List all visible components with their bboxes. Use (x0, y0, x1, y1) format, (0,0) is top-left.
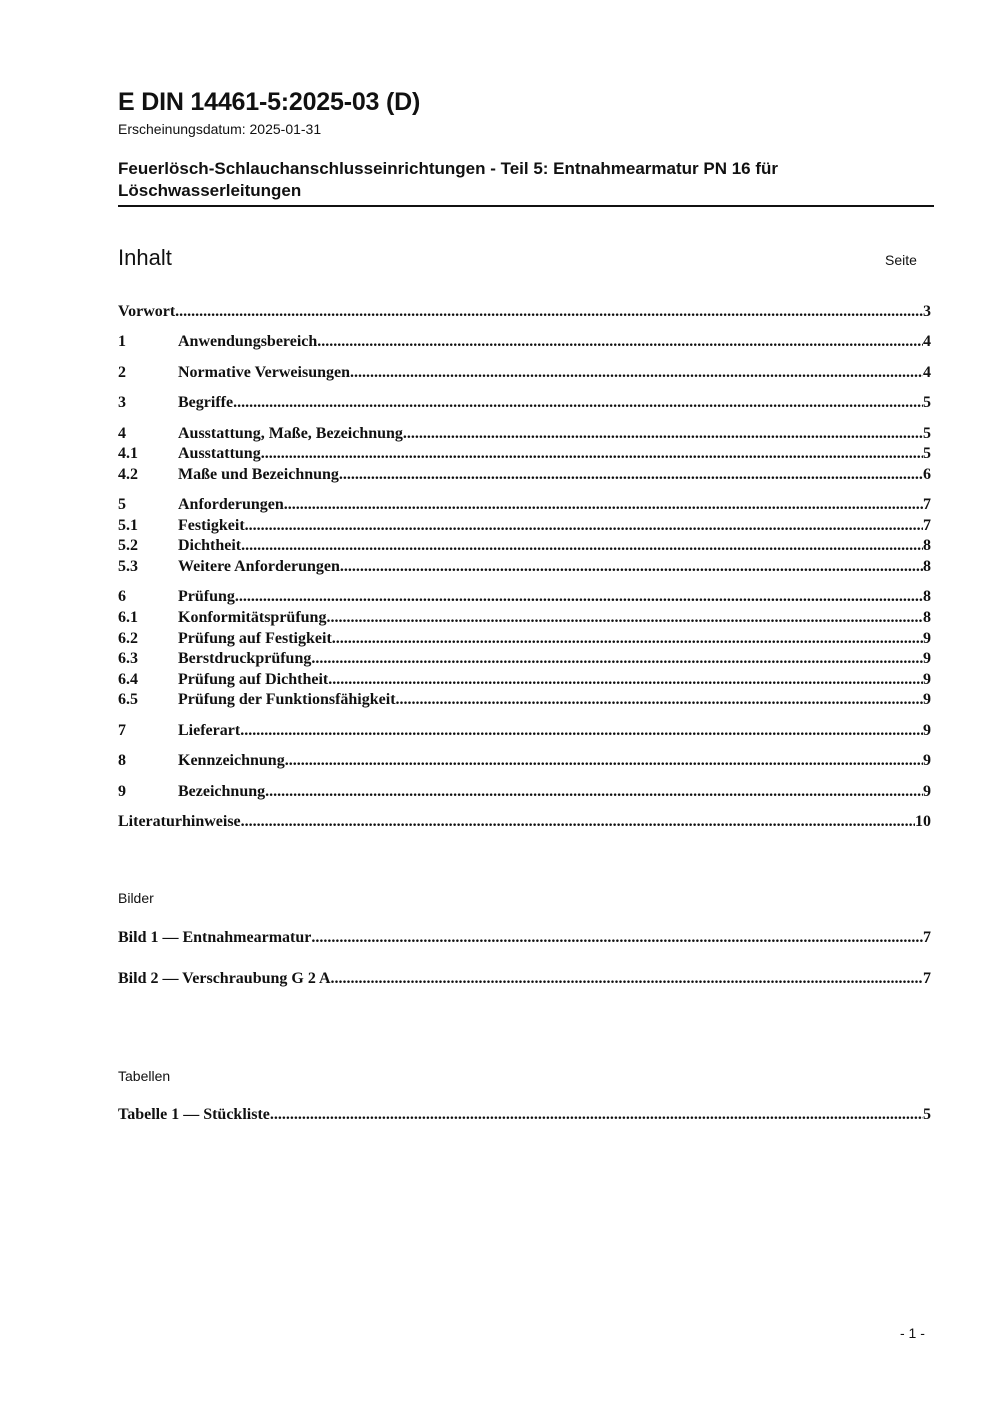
toc-entry-6-2[interactable] (118, 629, 931, 649)
toc-leader (328, 670, 923, 690)
toc-entry-4-1[interactable] (118, 444, 931, 464)
toc-entry-foreword[interactable] (118, 302, 931, 322)
tables-heading: Tabellen (118, 1068, 171, 1084)
toc-number: 6.1 (118, 609, 138, 626)
toc-label: Maße und Bezeichnung (178, 466, 339, 483)
toc-label: Ausstattung (178, 445, 261, 462)
toc-entry-8[interactable] (118, 751, 931, 771)
toc-page: 6 (923, 466, 931, 483)
toc-entry-4[interactable] (118, 424, 931, 444)
toc-page: 5 (923, 445, 931, 462)
toc-page: 4 (923, 333, 931, 350)
toc-label: Berstdruckprüfung (178, 650, 312, 667)
toc-entry-5-1[interactable] (118, 516, 931, 536)
toc-label: Weitere Anforderungen (178, 558, 340, 575)
toc-leader (332, 629, 923, 649)
toc-leader (339, 465, 923, 485)
toc-number: 7 (118, 722, 126, 739)
toc-leader (331, 969, 924, 989)
toc-number: 3 (118, 394, 126, 411)
figure-label: Bild 1 — Entnahmearmatur (118, 929, 312, 946)
document-title: Feuerlösch-Schlauchanschlusseinrichtungen - Teil 5: Entnahmearmatur PN 16 für Löschwasserleitungen (118, 159, 779, 200)
toc-page: 8 (923, 537, 931, 554)
toc-leader (241, 812, 915, 832)
toc-page: 9 (923, 671, 931, 688)
toc-page: 9 (923, 752, 931, 769)
toc-page: 9 (923, 691, 931, 708)
toc-page: 8 (923, 588, 931, 605)
toc-page: 9 (923, 783, 931, 800)
toc-leader (311, 649, 923, 669)
toc-entry-bibliography[interactable] (118, 812, 931, 832)
toc-label: Kennzeichnung (178, 752, 285, 769)
toc-number: 5.1 (118, 517, 138, 534)
toc-number: 2 (118, 364, 126, 381)
toc-label: Prüfung (178, 588, 235, 605)
toc-entry-5[interactable] (118, 495, 931, 515)
toc-leader (245, 516, 923, 536)
toc-entry-6-4[interactable] (118, 670, 931, 690)
toc-number: 5 (118, 496, 126, 513)
toc-entry-2[interactable] (118, 363, 931, 383)
toc-page: 4 (923, 364, 931, 381)
toc-leader (235, 587, 923, 607)
toc-entry-5-3[interactable] (118, 557, 931, 577)
toc-number: 5.3 (118, 558, 138, 575)
toc-number: 6.3 (118, 650, 138, 667)
toc-number: 9 (118, 783, 126, 800)
toc-page: 5 (923, 425, 931, 442)
toc-leader (403, 424, 923, 444)
toc-leader (270, 1105, 923, 1125)
toc-page: 3 (923, 303, 931, 320)
toc-leader (261, 444, 923, 464)
toc-leader (350, 363, 923, 383)
toc-page: 9 (923, 630, 931, 647)
toc-number: 4.1 (118, 445, 138, 462)
toc-number: 6.4 (118, 671, 138, 688)
toc-number: 4 (118, 425, 126, 442)
toc-page: 9 (923, 722, 931, 739)
table-page: 5 (923, 1106, 931, 1123)
toc-page: 5 (923, 394, 931, 411)
toc-leader (326, 608, 923, 628)
toc-entry-5-2[interactable] (118, 536, 931, 556)
toc-entry-4-2[interactable] (118, 465, 931, 485)
toc-number: 1 (118, 333, 126, 350)
toc-label: Dichtheit (178, 537, 242, 554)
table-entry-1[interactable] (118, 1105, 931, 1125)
toc-leader (340, 557, 923, 577)
toc-number: 6 (118, 588, 126, 605)
page-column-label: Seite (885, 252, 917, 268)
toc-label: Prüfung auf Dichtheit (178, 671, 329, 688)
toc-leader (317, 332, 923, 352)
figures-heading: Bilder (118, 890, 154, 906)
toc-page: 8 (923, 609, 931, 626)
toc-leader (285, 751, 923, 771)
toc-label: Festigkeit (178, 517, 245, 534)
toc-page: 9 (923, 650, 931, 667)
toc-entry-1[interactable] (118, 332, 931, 352)
toc-label: Prüfung der Funktionsfähigkeit (178, 691, 396, 708)
page-number: - 1 - (900, 1325, 925, 1341)
toc-entry-7[interactable] (118, 721, 931, 741)
toc-leader (311, 928, 923, 948)
toc-leader (240, 721, 923, 741)
toc-entry-6-3[interactable] (118, 649, 931, 669)
toc-leader (265, 782, 923, 802)
toc-leader (241, 536, 923, 556)
toc-leader (396, 690, 923, 710)
toc-label: Begriffe (178, 394, 234, 411)
contents-heading: Inhalt (118, 245, 172, 270)
toc-number: 6.5 (118, 691, 138, 708)
figure-entry-2[interactable] (118, 969, 931, 989)
toc-label: Vorwort (118, 303, 176, 320)
toc-number: 8 (118, 752, 126, 769)
toc-label: Konformitätsprüfung (178, 609, 327, 626)
toc-label: Literaturhinweise (118, 813, 241, 830)
toc-leader (175, 302, 923, 322)
toc-entry-6[interactable] (118, 587, 931, 607)
toc-label: Anwendungsbereich (178, 333, 318, 350)
figure-page: 7 (923, 929, 931, 946)
toc-page: 8 (923, 558, 931, 575)
toc-leader (284, 495, 923, 515)
toc-label: Normative Verweisungen (178, 364, 350, 381)
figure-page: 7 (923, 970, 931, 987)
figure-entry-1[interactable] (118, 928, 931, 948)
toc-label: Bezeichnung (178, 783, 266, 800)
title-divider (118, 205, 934, 207)
publication-date: Erscheinungsdatum: 2025-01-31 (118, 121, 322, 137)
toc-number: 4.2 (118, 466, 138, 483)
toc-label: Lieferart (178, 722, 241, 739)
document-id: E DIN 14461-5:2025-03 (D) (118, 88, 421, 116)
toc-label: Anforderungen (178, 496, 284, 513)
toc-entry-9[interactable] (118, 782, 931, 802)
toc-entry-6-1[interactable] (118, 608, 931, 628)
figure-label: Bild 2 — Verschraubung G 2 A (118, 970, 331, 987)
toc-number: 5.2 (118, 537, 138, 554)
toc-page: 10 (915, 813, 931, 830)
table-label: Tabelle 1 — Stückliste (118, 1106, 270, 1123)
toc-page: 7 (923, 496, 931, 513)
toc-label: Prüfung auf Festigkeit (178, 630, 332, 647)
toc-page: 7 (923, 517, 931, 534)
toc-leader (233, 393, 923, 413)
toc-label: Ausstattung, Maße, Bezeichnung (178, 425, 403, 442)
toc-entry-3[interactable] (118, 393, 931, 413)
toc-number: 6.2 (118, 630, 138, 647)
toc-entry-6-5[interactable] (118, 690, 931, 710)
